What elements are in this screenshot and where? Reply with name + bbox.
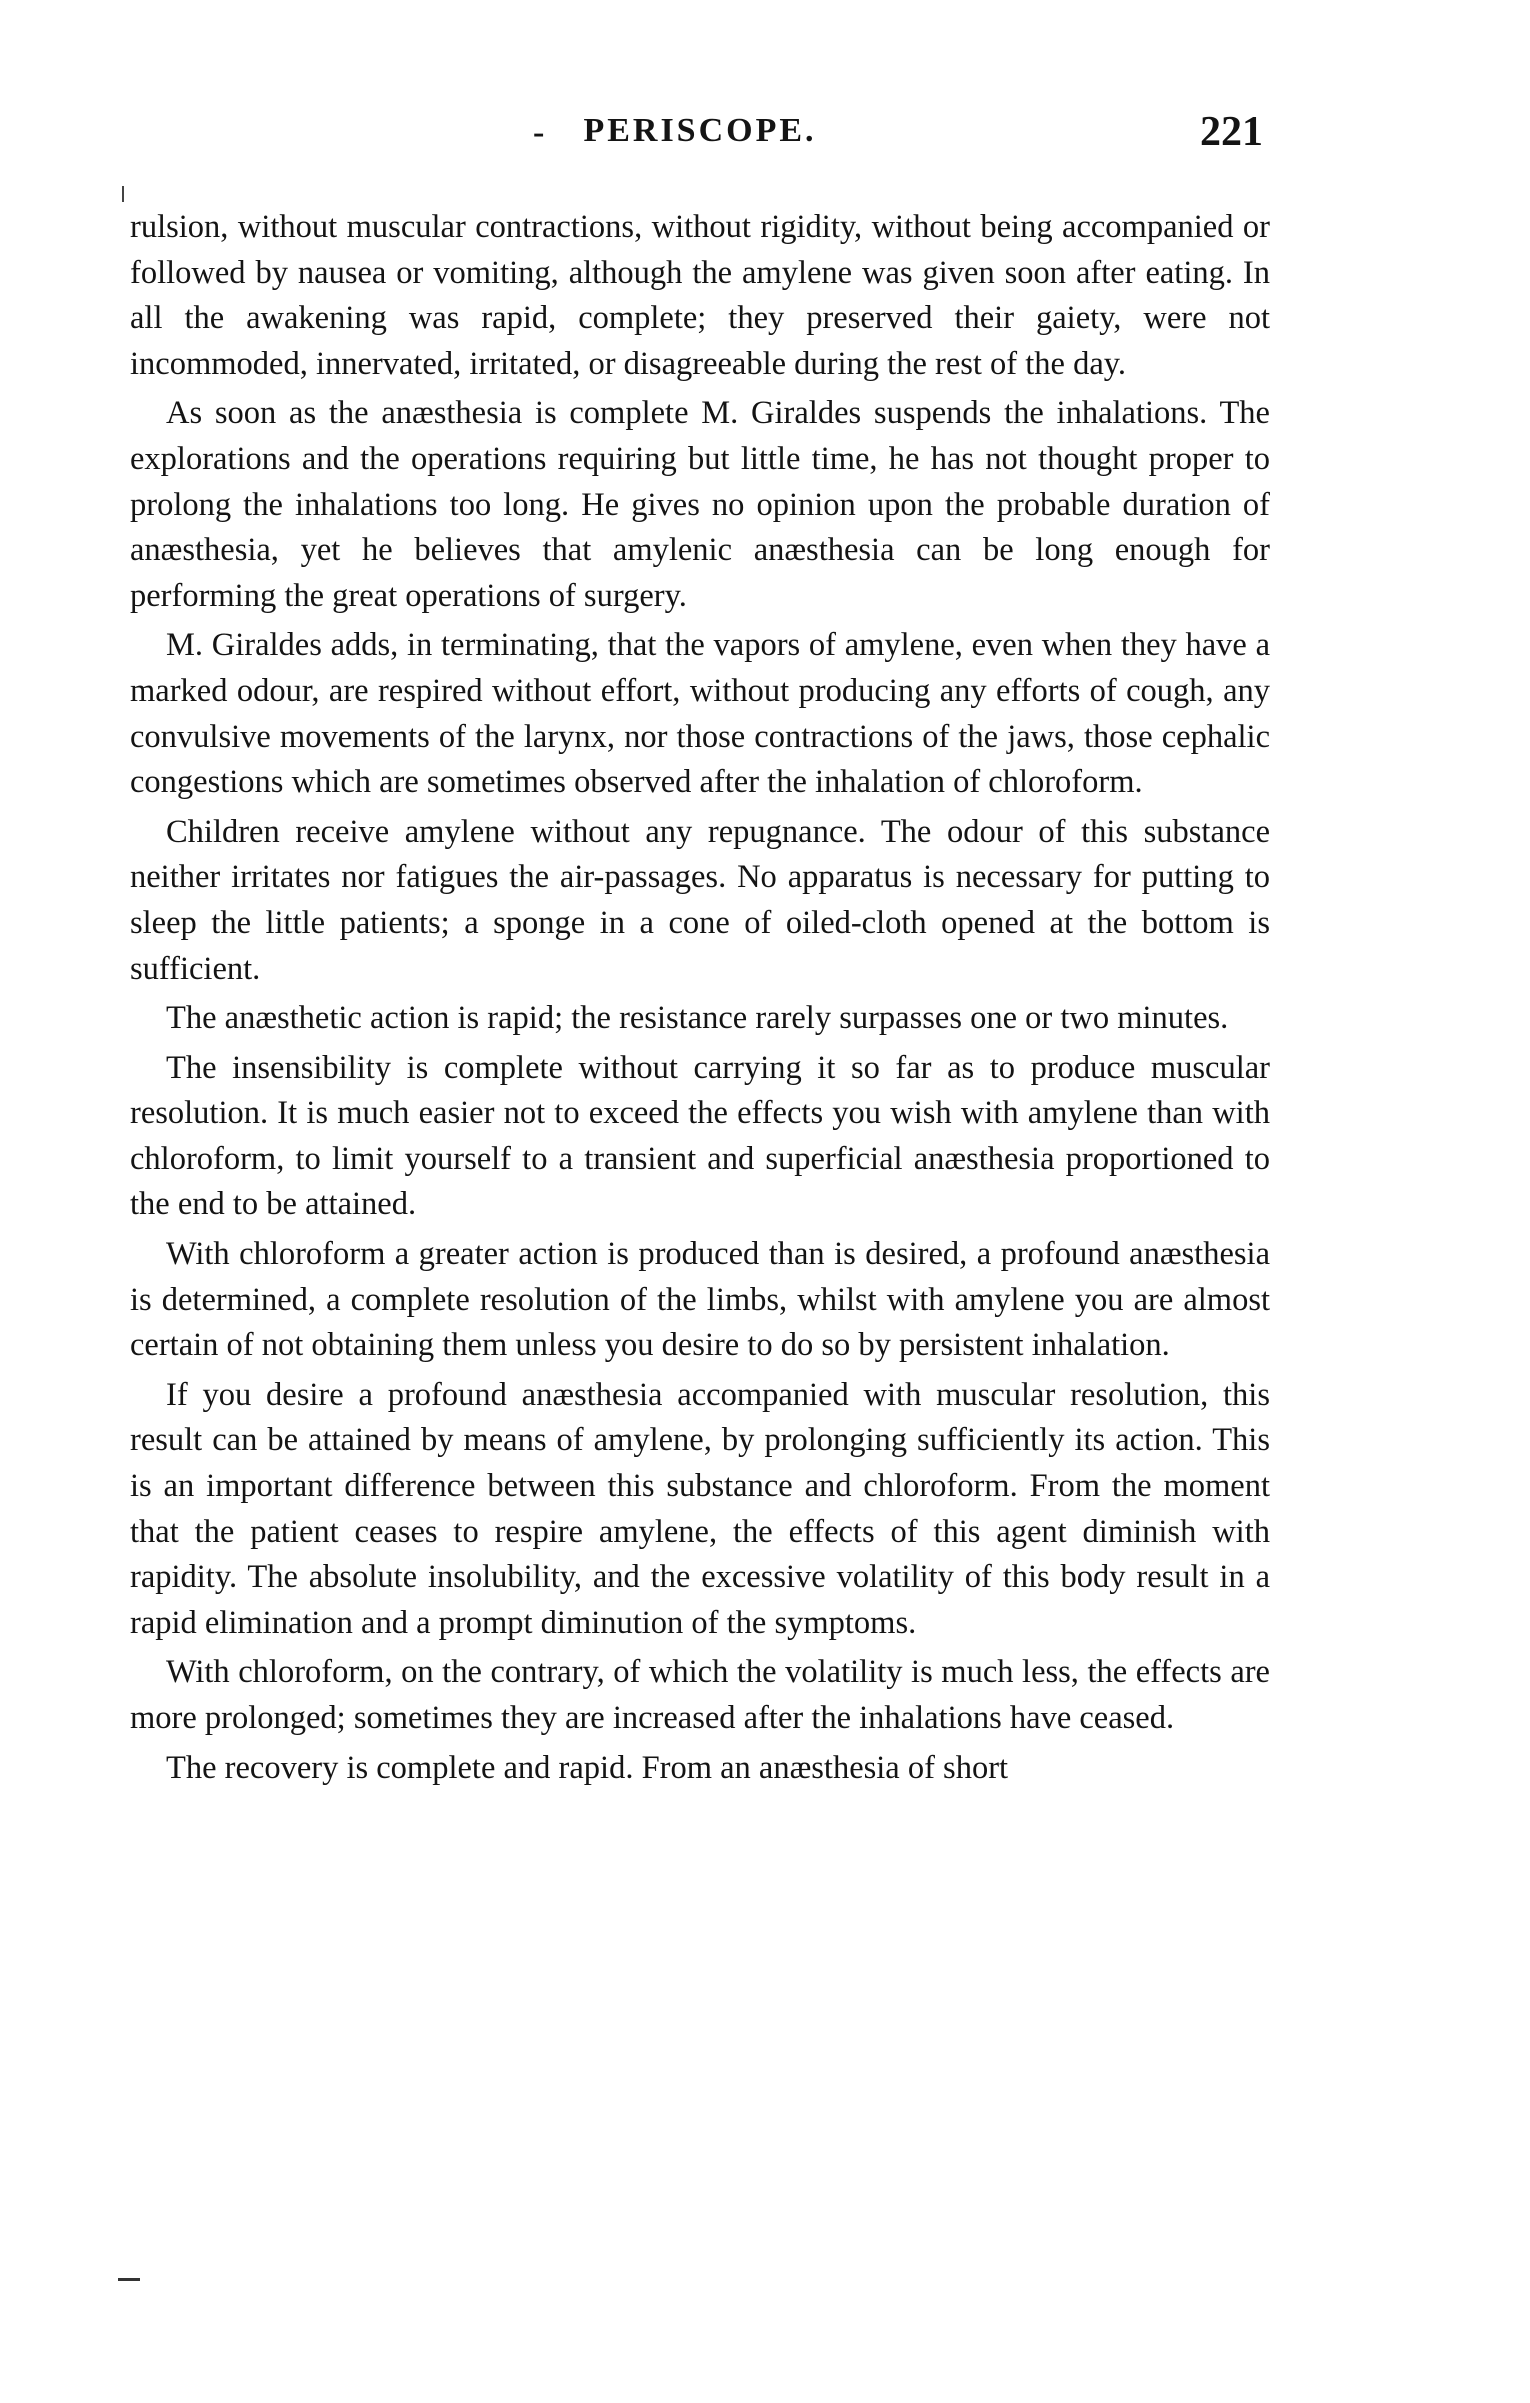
margin-dash-mark: [118, 2278, 140, 2281]
paragraph-10: The recovery is complete and rapid. From an anæsthesia of short: [166, 1749, 1009, 1786]
page-number: 221: [1200, 109, 1263, 155]
paragraph-1: rulsion, without muscular contractions, without rigidity, without being accompanied or followed by nausea or vomiting, although the amylene was given soon after eating. In all the awakening was rapid, complete; they preserved their gaiety, were not incommoded, innervated, irritated, or disagreeable during the rest of the day.: [130, 209, 1270, 382]
margin-tick: [122, 186, 124, 202]
running-title: PERISCOPE.: [583, 112, 817, 149]
header-dash: -: [533, 114, 545, 151]
running-head: [125, 109, 1275, 172]
paragraph-4: Children receive amylene without any repugnance. The odour of this substance neither irritates nor fatigues the air-passages. No apparatus is necessary for putting to sleep the little patients; a sponge in a cone of oiled-cloth opened at the bottom is sufficient.: [130, 813, 1270, 987]
body-text: [130, 205, 1270, 1795]
paragraph-6: The insensibility is complete without carrying it so far as to produce muscular resolution. It is much easier not to exceed the effects you wish with amylene than with chloroform, to limit yourself to a transient and superficial anæsthesia proportioned to the end to be attained.: [130, 1049, 1270, 1223]
paragraph-2: As soon as the anæsthesia is complete M. Giraldes suspends the inhalations. The explorations and the operations requiring but little time, he has not thought proper to prolong the inhalations too long. He gives no opinion upon the probable duration of anæsthesia, yet he believes that amylenic anæsthesia can be long enough for performing the great operations of surgery.: [130, 395, 1270, 614]
paragraph-9: With chloroform, on the contrary, of which the volatility is much less, the effects are more prolonged; sometimes they are increased after the inhalations have ceased.: [130, 1654, 1270, 1736]
paragraph-7: With chloroform a greater action is produced than is desired, a profound anæsthesia is determined, a complete resolution of the limbs, whilst with amylene you are almost certain of not obtaining them unless you desire to do so by persistent inhalation.: [130, 1236, 1270, 1364]
paragraph-3: M. Giraldes adds, in terminating, that the vapors of amylene, even when they have a marked odour, are respired without effort, without producing any efforts of cough, any convulsive movements of the larynx, nor those contractions of the jaws, those cephalic congestions which are sometimes observed after the inhalation of chloroform.: [130, 627, 1270, 801]
paragraph-5: The anæsthetic action is rapid; the resistance rarely surpasses one or two minutes.: [166, 1000, 1229, 1037]
paragraph-8: If you desire a profound anæsthesia accompanied with muscular resolution, this result can be attained by means of amylene, by prolonging sufficiently its action. This is an important difference between this substance and chloroform. From the moment that the patient ceases to respire amylene, the effects of this agent diminish with rapidity. The absolute insolubility, and the excessive volatility of this body result in a rapid elimination and a prompt diminution of the symptoms.: [130, 1376, 1270, 1641]
